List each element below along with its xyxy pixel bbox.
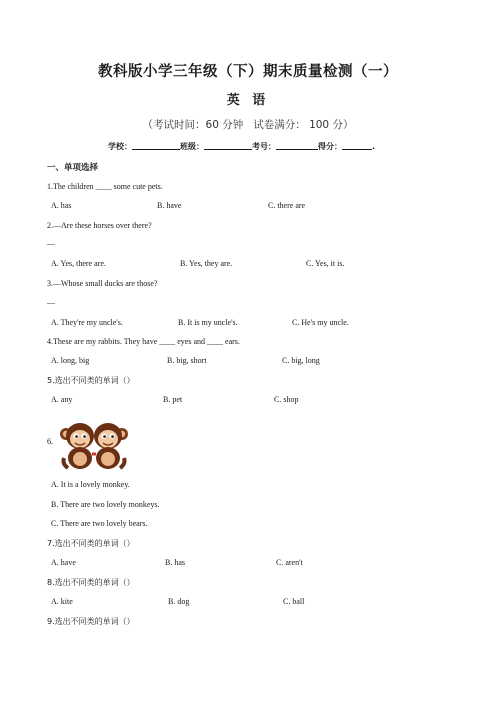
option-c[interactable]: C. Yes, it is. — [306, 259, 345, 268]
question-stem: 1.The children ____ some cute pets. — [47, 182, 163, 191]
number-blank[interactable] — [276, 141, 318, 150]
number-label: 考号： — [252, 142, 276, 151]
two-monkeys-image — [56, 420, 130, 472]
left-monkey — [60, 423, 94, 469]
info-line-end: . — [372, 142, 376, 151]
question-stem: 2.—Are these horses over there? — [47, 221, 152, 230]
option-a[interactable]: A. long, big — [51, 356, 90, 365]
student-info-line — [108, 141, 375, 152]
option-a[interactable]: A. They're my uncle's. — [51, 318, 123, 327]
option-c[interactable]: C. big, long — [282, 356, 320, 365]
option-c[interactable]: C. ball — [283, 597, 305, 606]
exam-title: 教科版小学三年级（下）期末质量检测（一） — [98, 64, 398, 80]
option-b[interactable]: B. dog — [168, 597, 190, 606]
option-b[interactable]: B. big, short — [167, 356, 207, 365]
question-stem: 7.选出不同类的单词（） — [47, 539, 135, 548]
exam-subject: 英 语 — [226, 93, 270, 108]
score-label: 得分： — [318, 142, 342, 151]
option-b[interactable]: B. There are two lovely monkeys. — [51, 500, 160, 509]
option-a[interactable]: A. kite — [51, 597, 73, 606]
option-c[interactable]: C. There are two lovely bears. — [51, 519, 148, 528]
full-score: 试卷满分： 100 分） — [253, 119, 354, 131]
right-monkey — [94, 423, 128, 469]
exam-time: （考试时间：60 分钟 — [142, 119, 244, 131]
class-label: 班级： — [180, 142, 204, 151]
option-b[interactable]: B. pet — [163, 395, 183, 404]
option-c[interactable]: C. aren't — [276, 558, 303, 567]
option-a[interactable]: A. has — [51, 201, 72, 210]
question-stem: 9.选出不同类的单词（） — [47, 617, 135, 626]
option-a[interactable]: A. It is a lovely monkey. — [51, 480, 130, 489]
score-blank[interactable] — [342, 141, 372, 150]
option-c[interactable]: C. there are — [268, 201, 306, 210]
answer-line: — — [47, 298, 55, 307]
question-stem: 5.选出不同类的单词（） — [47, 376, 135, 385]
option-b[interactable]: B. Yes, they are. — [180, 259, 233, 268]
question-stem: 4.These are my rabbits. They have ____ eyes and ____ ears. — [47, 337, 240, 346]
option-a[interactable]: A. any — [51, 395, 73, 404]
option-a[interactable]: A. Yes, there are. — [51, 259, 106, 268]
option-c[interactable]: C. He's my uncle. — [292, 318, 349, 327]
option-b[interactable]: B. has — [165, 558, 185, 567]
school-blank[interactable] — [132, 141, 180, 150]
option-b[interactable]: B. have — [157, 201, 182, 210]
answer-line: — — [47, 239, 55, 248]
option-b[interactable]: B. It is my uncle's. — [178, 318, 238, 327]
question-stem: 3.—Whose small ducks are those? — [47, 279, 158, 288]
question-stem: 8.选出不同类的单词（） — [47, 578, 135, 587]
question-stem: 6. — [47, 437, 53, 446]
section-title: 一、单项选择 — [47, 163, 99, 173]
option-a[interactable]: A. have — [51, 558, 76, 567]
option-c[interactable]: C. shop — [274, 395, 299, 404]
school-label: 学校： — [108, 142, 132, 151]
class-blank[interactable] — [204, 141, 252, 150]
exam-info — [0, 117, 496, 132]
